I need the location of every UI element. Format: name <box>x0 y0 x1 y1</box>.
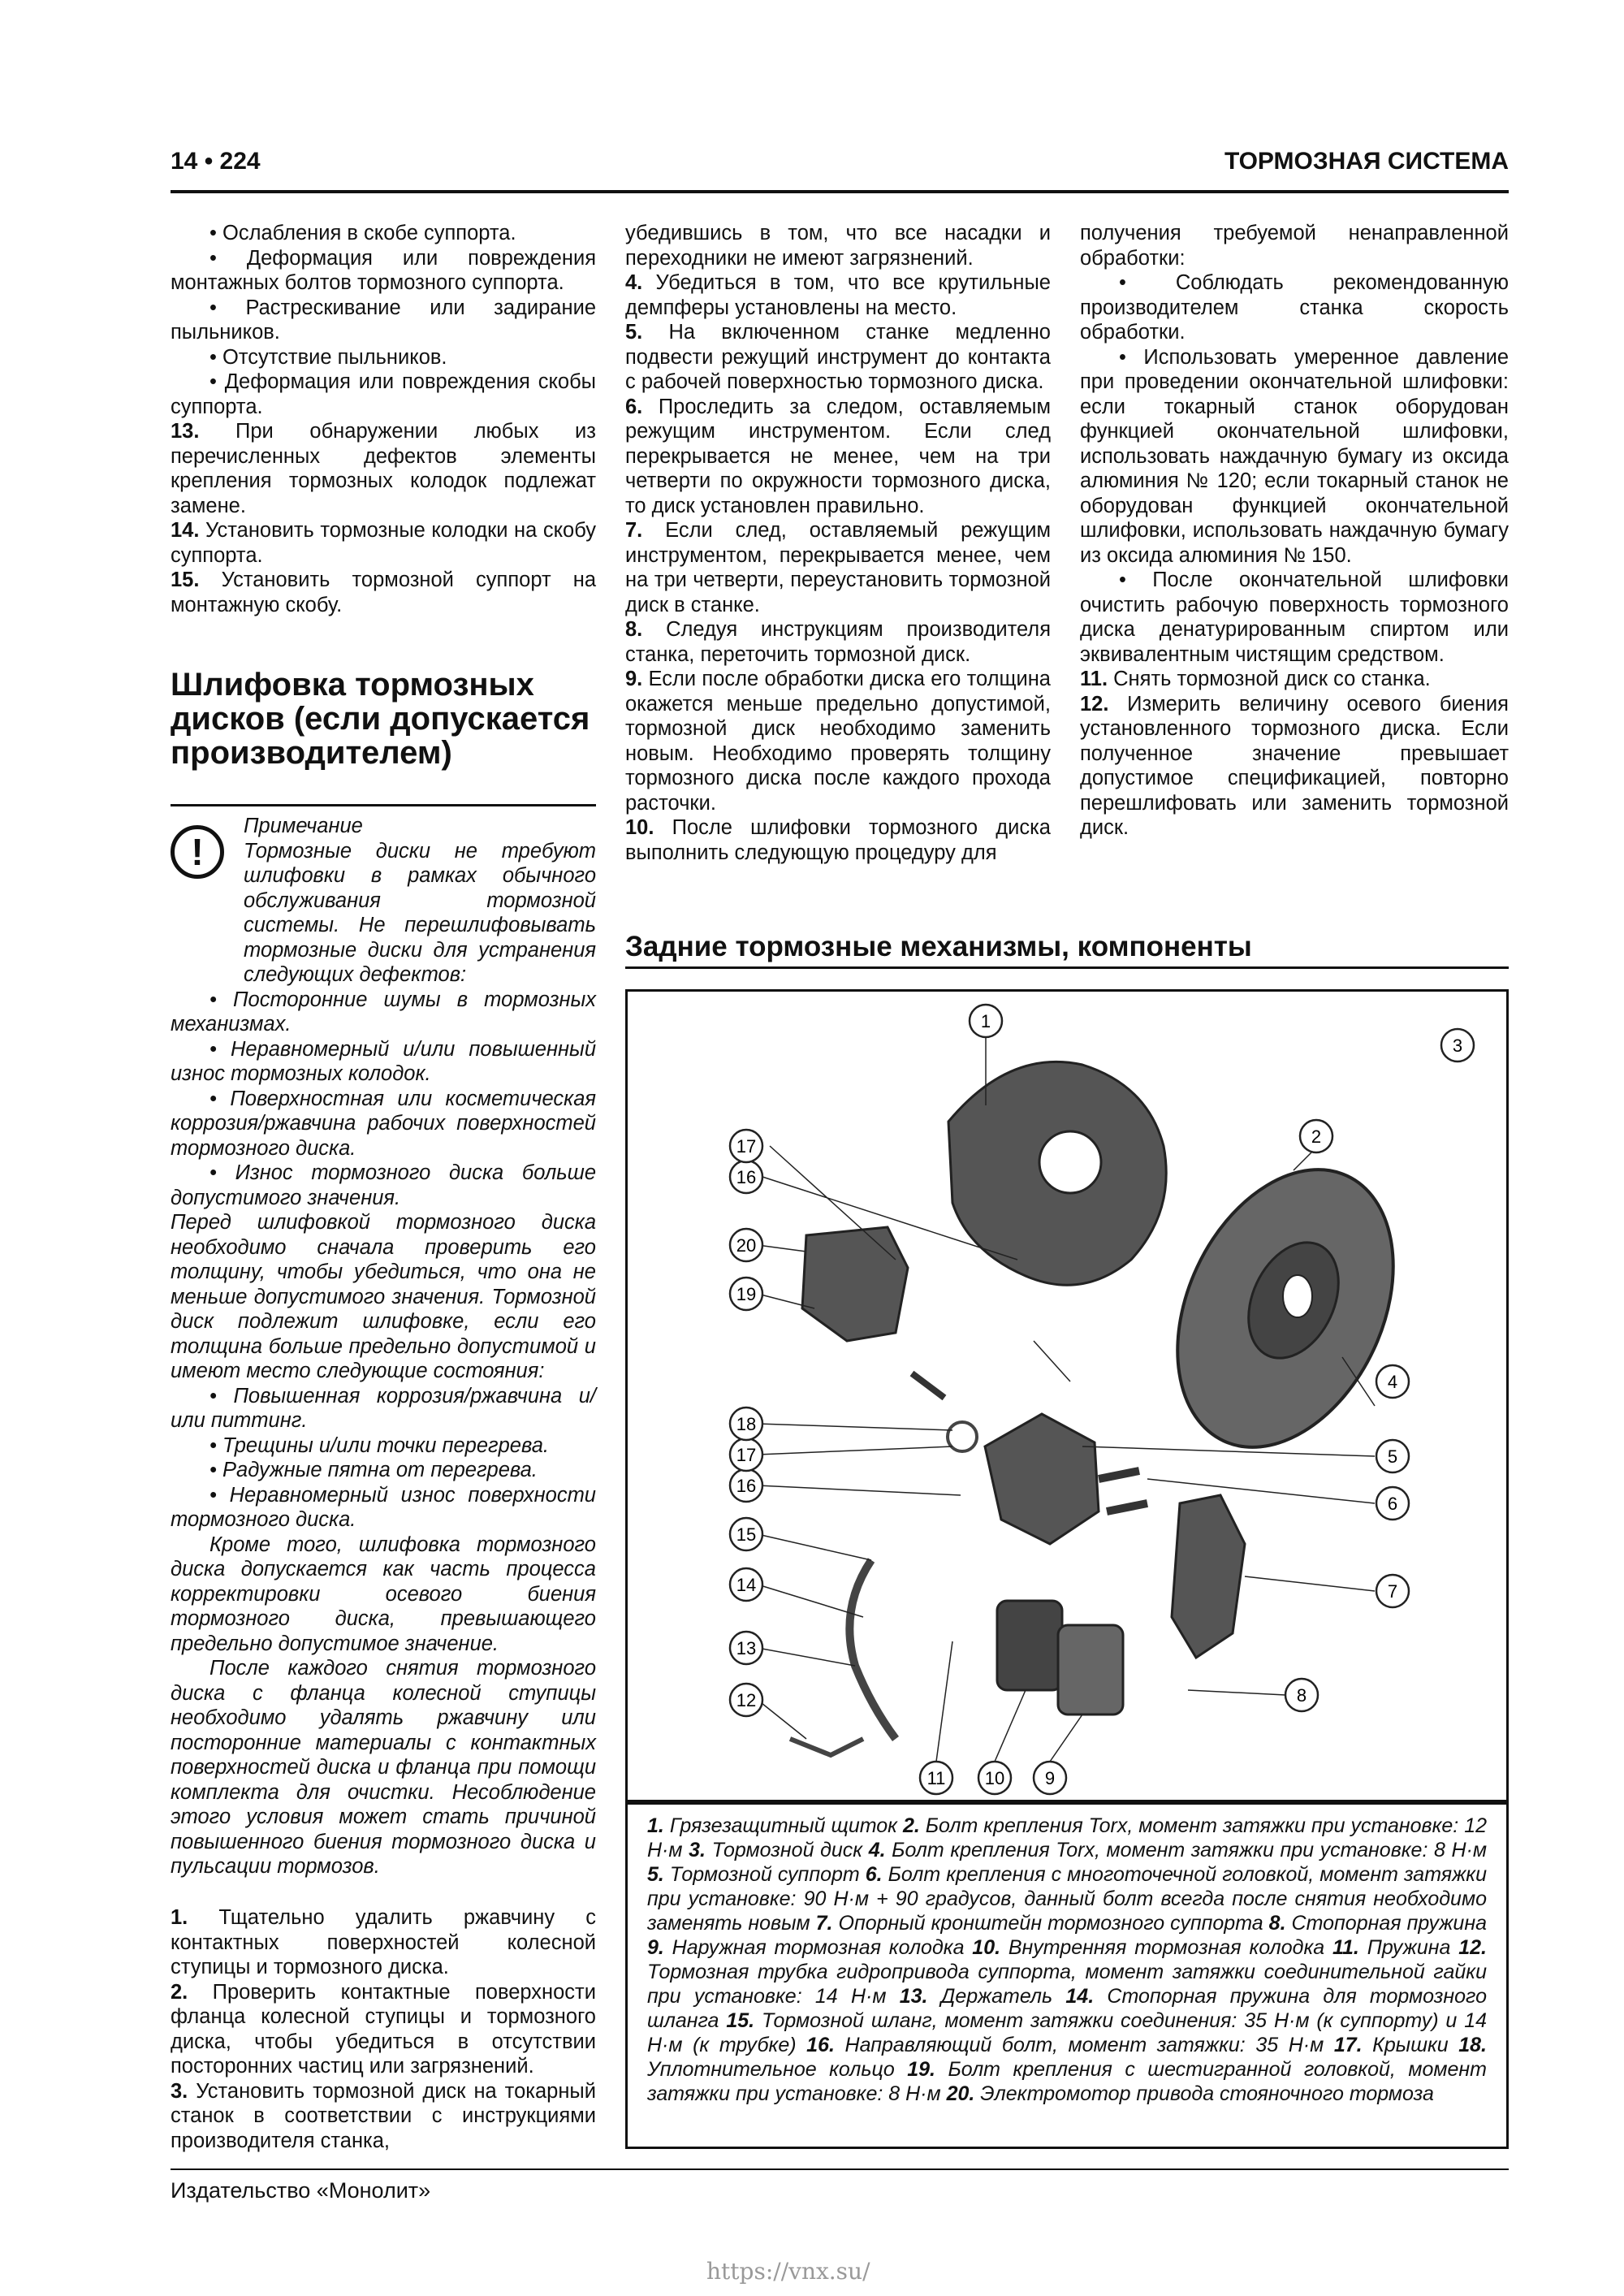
callout-5 <box>1376 1440 1409 1472</box>
step: 15. Установить тормозной суппорт на монтажную скобу. <box>171 569 596 616</box>
caption-number: 2. <box>902 1814 926 1837</box>
note-middle: Перед шлифовкой тормозного диска необходимо сначала проверить его толщину, чтобы убедиться, что она не меньше допустимого значения. Тормозной диск подлежит шлифовке, если его толщина больше предельно допустимой и имеют место следующие состояния: <box>171 1211 596 1382</box>
caption-text: Направляющий болт, момент затяжки: 35 Н·м <box>844 2034 1334 2056</box>
caption-number: 9. <box>647 1936 672 1959</box>
figure-rule <box>625 966 1509 969</box>
caption-text: Уплотнительное кольцо <box>647 2058 908 2081</box>
note-bullet: • Износ тормозного диска больше допустимого значения. <box>171 1161 596 1210</box>
caption-number: 17. <box>1333 2034 1373 2056</box>
caption-number: 15. <box>726 2009 762 2032</box>
caption-number: 12. <box>1458 1936 1488 1959</box>
svg-text:10: 10 <box>984 1768 1005 1788</box>
caption-text: Тормозной суппорт <box>669 1863 866 1886</box>
svg-text:13: 13 <box>736 1638 757 1658</box>
note-bullet: • Неравномерный и/или повышенный износ тормозных колодок. <box>171 1037 596 1087</box>
bullet: • Деформация или повреждения монтажных болтов тормозного суппорта. <box>171 246 596 296</box>
svg-text:6: 6 <box>1387 1494 1398 1514</box>
step: 3. Установить тормозной диск на токарный станок в соответствии с инструкциями производителя станка, <box>171 2079 596 2152</box>
caption-number: 1. <box>647 1814 670 1837</box>
callout-6 <box>1376 1487 1409 1520</box>
callout-20 <box>730 1229 762 1261</box>
callout-17 <box>730 1438 762 1471</box>
caption-number: 13. <box>899 1985 941 2008</box>
figure-title: Задние тормозные механизмы, компоненты <box>625 931 1252 962</box>
figure-caption <box>625 1800 1509 2149</box>
column-2 <box>625 221 1051 865</box>
step: 5. На включенном станке медленно подвести режущий инструмент до контакта с рабочей поверхностью тормозного диска. <box>625 321 1051 393</box>
callout-17 <box>730 1130 762 1162</box>
note-bullet: • Трещины и/или точки перегрева. <box>171 1433 596 1459</box>
caption-number: 10. <box>972 1936 1009 1959</box>
step: 10. После шлифовки тормозного диска выполнить следующую процедуру для <box>625 816 1051 864</box>
note-bullet: • Посторонние шумы в тормозных механизмах. <box>171 988 596 1037</box>
brake-assembly-diagram <box>628 992 1506 1802</box>
caption-number: 3. <box>689 1839 712 1861</box>
bullet: • Растрескивание или задирание пыльников. <box>171 296 596 345</box>
publisher: Издательство «Монолит» <box>171 2178 431 2203</box>
bullet: • Соблюдать рекомендованную производителем станка скорость обработки. <box>1080 270 1509 345</box>
callout-19 <box>730 1278 762 1310</box>
caption-text: Болт крепления Torx, момент затяжки при установке: 8 Н·м <box>892 1839 1488 1861</box>
caption-number: 6. <box>865 1863 888 1886</box>
caption-text: Пружина <box>1367 1936 1459 1959</box>
figure-box <box>625 989 1509 1805</box>
caption-text: Болт крепления с шестигранной головкой, момент затяжки при установке: 8 Н·м <box>647 2058 1488 2105</box>
step: 12. Измерить величину осевого биения установленного тормозного диска. Если полученное значение превышает допустимое спецификацией, повторно перешлифовать или заменить тормозной диск. <box>1080 692 1509 839</box>
note-bullet: • Радужные пятна от перегрева. <box>171 1458 596 1483</box>
section-header: ТОРМОЗНАЯ СИСТЕМА <box>1224 148 1509 175</box>
caption-number: 18. <box>1458 2034 1487 2056</box>
section-rule <box>171 804 596 806</box>
callout-11 <box>920 1762 952 1794</box>
note-bullet: • Неравномерный износ поверхности тормозного диска. <box>171 1483 596 1533</box>
svg-text:3: 3 <box>1452 1036 1463 1056</box>
note-para: Кроме того, шлифовка тормозного диска допускается как часть процесса корректировки осевого биения тормозного диска, превышающего предельно допустимое значение. <box>171 1533 596 1655</box>
caption-text: Наружная тормозная колодка <box>672 1936 973 1959</box>
svg-text:7: 7 <box>1387 1581 1398 1602</box>
svg-text:16: 16 <box>736 1476 757 1496</box>
note-label: Примечание <box>244 815 363 837</box>
callout-2 <box>1300 1120 1332 1152</box>
section-title: Шлифовка тормозных дисков (если допускается производителем) <box>171 667 590 771</box>
callout-16 <box>730 1161 762 1193</box>
source-url: https://vnx.su/ <box>706 2258 870 2285</box>
callout-8 <box>1285 1679 1318 1711</box>
callout-14 <box>730 1568 762 1601</box>
svg-text:17: 17 <box>736 1445 757 1465</box>
caption-text: Болт крепления с многоточечной головкой, момент затяжки при установке: 90 Н·м + 90 градусов, данный болт всегда после снятия необходимо заменять новым <box>647 1863 1487 1935</box>
callout-10 <box>978 1762 1011 1794</box>
caption-text: Тормозная трубка гидропривода суппорта, момент затяжки соединительной гайки при установке: 14 Н·м <box>647 1961 1487 2008</box>
note-bullet: • Поверхностная или косметическая коррозия/ржавчина рабочих поверхностей тормозного диска. <box>171 1087 596 1161</box>
caption-text: Болт крепления Torx, момент затяжки при установке: 12 Н·м <box>647 1814 1488 1861</box>
callout-9 <box>1034 1762 1066 1794</box>
callout-16 <box>730 1469 762 1502</box>
lead-text: получения требуемой ненаправленной обработки: <box>1080 222 1509 270</box>
caption-number: 5. <box>647 1863 670 1886</box>
bullet: • Деформация или повреждения скобы суппорта. <box>171 370 596 419</box>
callout-12 <box>730 1684 762 1716</box>
caption-text: Тормозной шланг, момент затяжки соединения: 35 Н·м (к суппорту) и 14 Н·м (к трубке) <box>647 2009 1488 2056</box>
caption-number: 16. <box>806 2034 845 2056</box>
note-para: После каждого снятия тормозного диска с фланца колесной ступицы необходимо удалять ржавчину или посторонние материалы с контактных поверхностей диска и фланца при помощи комплекта для очистки. Несоблюдение этого условия может стать причиной повышенного биения тормозного диска и пульсации тормозов. <box>171 1657 596 1878</box>
caption-number: 14. <box>1065 1985 1108 2008</box>
svg-text:8: 8 <box>1296 1685 1307 1706</box>
caption-text: Стопорная пружина для тормозного шланга <box>647 1985 1487 2032</box>
step: 6. Проследить за следом, оставляемым режущим инструментом. Если след перекрывается не менее, чем на три четверти по окружности тормозного диска, то диск установлен правильно. <box>625 395 1051 517</box>
step: 9. Если после обработки диска его толщина окажется меньше предельно допустимой, тормозной диск необходимо заменить новым. Необходимо проверять толщину тормозного диска после каждого прохода расточки. <box>625 668 1051 815</box>
svg-text:9: 9 <box>1044 1768 1056 1788</box>
svg-text:11: 11 <box>926 1768 946 1788</box>
svg-text:16: 16 <box>736 1167 757 1187</box>
step: 14. Установить тормозные колодки на скобу суппорта. <box>171 519 596 567</box>
svg-text:14: 14 <box>736 1575 757 1595</box>
caption-text: Держатель <box>940 1985 1066 2008</box>
warning-icon: ! <box>171 825 224 879</box>
steps-bottom <box>171 1905 596 2153</box>
caption-text: Стопорная пружина <box>1291 1912 1487 1935</box>
caption-number: 7. <box>815 1912 839 1935</box>
svg-text:4: 4 <box>1387 1372 1398 1392</box>
caption-number: 4. <box>868 1839 892 1861</box>
svg-text:1: 1 <box>980 1011 991 1031</box>
svg-text:5: 5 <box>1387 1446 1398 1467</box>
svg-text:19: 19 <box>736 1284 757 1304</box>
column-3 <box>1080 221 1509 841</box>
step: 7. Если след, оставляемый режущим инструментом, перекрывается менее, чем на три четверти, переустановить тормозной диск в станке. <box>625 519 1051 616</box>
caption-text: Тормозной диск <box>711 1839 869 1861</box>
page-number: 14 • 224 <box>171 148 261 175</box>
lead-text: убедившись в том, что все насадки и переходники не имеют загрязнений. <box>625 222 1051 270</box>
svg-text:2: 2 <box>1311 1126 1322 1147</box>
caption-number: 11. <box>1332 1936 1367 1959</box>
caption-text: Грязезащитный щиток <box>669 1814 903 1837</box>
svg-text:18: 18 <box>736 1414 757 1434</box>
callout-4 <box>1376 1365 1409 1398</box>
note-intro: Тормозные диски не требуют шлифовки в рамках обычного обслуживания тормозной системы. Не перешлифовывать тормозные диски для устранения следующих дефектов: <box>244 839 596 986</box>
svg-text:20: 20 <box>736 1235 757 1256</box>
callout-13 <box>730 1632 762 1664</box>
column-1 <box>171 221 596 617</box>
caption-text: Крышки <box>1372 2034 1459 2056</box>
caption-text: Электромотор привода стояночного тормоза <box>980 2082 1434 2105</box>
svg-text:15: 15 <box>736 1524 757 1545</box>
svg-text:17: 17 <box>736 1136 757 1157</box>
note-bullet: • Повышенная коррозия/ржавчина и/или питтинг. <box>171 1384 596 1433</box>
bullet: • Использовать умеренное давление при проведении окончательной шлифовки: если токарный станок оборудован функцией окончательной шлифовки, использовать наждачную бумагу из оксида алюминия № 120; если токарный станок не оборудован функцией окончательной шлифовки, использовать наждачную бумагу из оксида алюминия № 150. <box>1080 345 1509 569</box>
step: 8. Следуя инструкциям производителя станка, переточить тормозной диск. <box>625 618 1051 666</box>
callout-15 <box>730 1518 762 1550</box>
callout-18 <box>730 1407 762 1440</box>
step: 2. Проверить контактные поверхности фланца колесной ступицы и тормозного диска, чтобы убедиться в отсутствии посторонних частиц или загрязнений. <box>171 1980 596 2078</box>
bullet: • Ослабления в скобе суппорта. <box>171 221 596 246</box>
step: 1. Тщательно удалить ржавчину с контактных поверхностей колесной ступицы и тормозного диска. <box>171 1906 596 1978</box>
caption-text: Внутренняя тормозная колодка <box>1008 1936 1332 1959</box>
caption-number: 8. <box>1268 1912 1292 1935</box>
step: 13. При обнаружении любых из перечисленных дефектов элементы крепления тормозных колодок подлежат замене. <box>171 420 596 517</box>
header-rule <box>171 190 1509 193</box>
callout-1 <box>970 1005 1002 1037</box>
callout-3 <box>1441 1029 1474 1062</box>
bullet: • После окончательной шлифовки очистить рабочую поверхность тормозного диска денатурированным спиртом или эквивалентным чистящим средством. <box>1080 568 1509 667</box>
svg-text:12: 12 <box>736 1690 757 1710</box>
caption-number: 20. <box>946 2082 981 2105</box>
step: 11. Снять тормозной диск со станка. <box>1080 668 1431 690</box>
callout-7 <box>1376 1575 1409 1607</box>
note-block <box>171 814 596 1879</box>
step: 4. Убедиться в том, что все крутильные демпферы установлены на место. <box>625 271 1051 319</box>
bullet: • Отсутствие пыльников. <box>171 345 596 370</box>
footer-rule <box>171 2168 1509 2170</box>
caption-text: Опорный кронштейн тормозного суппорта <box>838 1912 1269 1935</box>
caption-number: 19. <box>907 2058 948 2081</box>
